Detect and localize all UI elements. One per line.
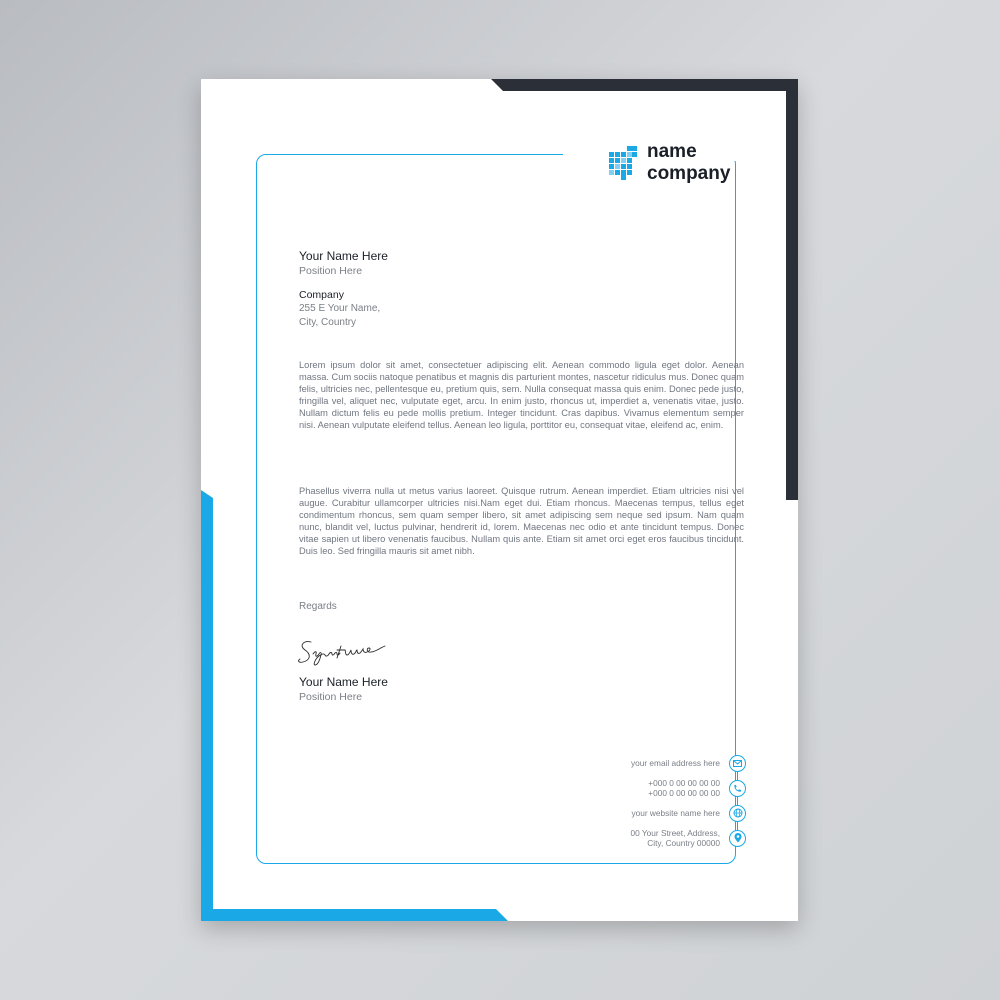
contact-address-row <box>631 826 746 850</box>
recipient-name: Your Name Here <box>299 249 388 263</box>
sender-position: Position Here <box>299 691 363 703</box>
company-logo <box>609 141 730 185</box>
contact-website: your website name here <box>631 807 720 818</box>
location-pin-icon <box>729 830 746 847</box>
handwritten-signature <box>297 634 407 670</box>
recipient-address-line-1: 255 E Your Name, <box>299 303 381 314</box>
logo-line-2: company <box>647 163 731 184</box>
sender-block <box>299 675 388 704</box>
contact-phones <box>648 778 720 799</box>
contact-address-1: 00 Your Street, Address, <box>630 827 720 838</box>
phone-icon <box>729 780 746 797</box>
contact-website-row <box>631 801 746 825</box>
mail-icon <box>729 755 746 772</box>
contact-address-2: City, Country 00000 <box>647 838 720 848</box>
sender-name: Your Name Here <box>299 675 388 689</box>
contact-phone-2: +000 0 00 00 00 00 <box>648 788 720 798</box>
globe-icon <box>729 805 746 822</box>
logo-wordmark <box>647 141 730 185</box>
contact-email-row <box>631 751 746 775</box>
contacts-block <box>631 751 746 851</box>
recipient-company: Company <box>299 289 344 301</box>
body-paragraph-1: Lorem ipsum dolor sit amet, consectetuer adipiscing elit. Aenean commodo ligula eget dolor. Aenean massa. Cum sociis natoque penatibus et magnis dis parturient montes, nascetur ridiculus mus. Donec quam felis, ultricies nec, pellentesque eu, pretium quis, sem. Nulla consequat massa quis enim. Donec pede justo, fringilla vel, aliquet nec, vulputate eget, arcu. In enim justo, rhoncus ut, imperdiet a, venenatis vitae, justo. Nullam dictum felis eu pede mollis pretium. Integer tincidunt. Cras dapibus. Vivamus elementum semper nisi. Aenean vulputate eleifend tellus. Aenean leo ligula, porttitor eu, consequat vitae, eleifend ac, enim. <box>299 360 744 430</box>
letterhead-page <box>201 79 798 921</box>
recipient-address-line-2: City, Country <box>299 317 357 328</box>
body-paragraph-2: Phasellus viverra nulla ut metus varius laoreet. Quisque rutrum. Aenean imperdiet. Etiam ultricies nisi vel augue. Curabitur ullamcorper ultricies nisi.Nam eget dui. Etiam rhoncus. Maecenas tempus, tellus eget condimentum rhoncus, sem quam semper libero, sit amet adipiscing sem neque sed ipsum. Nam quam nunc, blandit vel, luctus pulvinar, hendrerit id, lorem. Maecenas nec odio et ante tincidunt tempus. Donec vitae sapien ut libero venenatis faucibus. Nullam quis ante. Etiam sit amet orci eget eros faucibus tincidunt. Duis leo. Sed fringilla mauris sit amet nibh. <box>299 486 744 556</box>
contact-address <box>631 828 720 849</box>
logo-line-1: name <box>647 141 697 162</box>
recipient-block <box>299 249 388 330</box>
pixel-logo-icon <box>609 146 637 180</box>
regards-text: Regards <box>299 601 337 612</box>
recipient-position: Position Here <box>299 265 363 277</box>
contact-email: your email address here <box>630 757 720 768</box>
contact-phone-row <box>631 776 746 800</box>
contact-phone-1: +000 0 00 00 00 00 <box>648 777 720 788</box>
